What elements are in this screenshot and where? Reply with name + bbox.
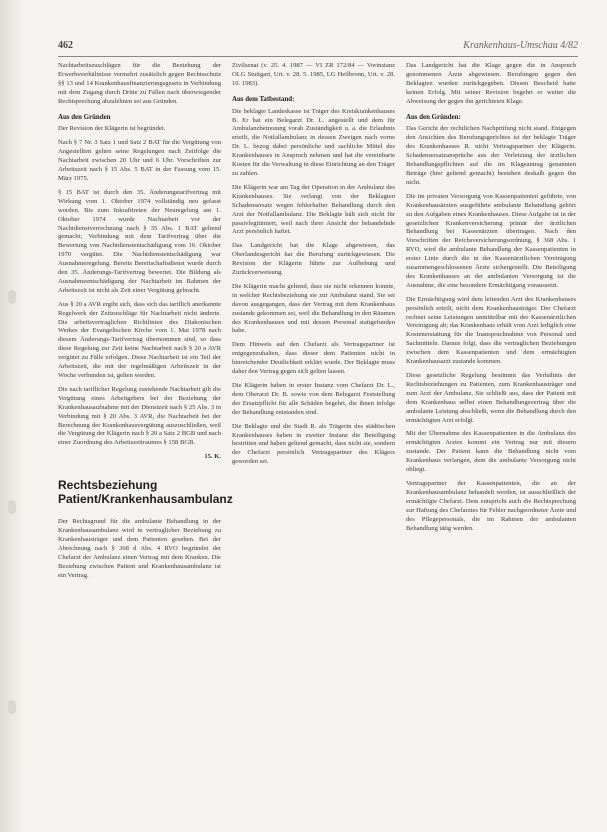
paragraph: Vertragspartner der Kassenpatienten, die an der Krankenhausambulanz behandelt werden, ist ausschließlich der ermächtigte Chefarzt. Dem entspricht auch die Rechtsprechung zur Haftung des Chefarztes für Fehler nachgeordneter Ärzte und des Pflegepersonals, die im Rahmen der ambulanten Behandlung tätig werden. — [406, 479, 576, 532]
paragraph: Der Rechtsgrund für die ambulante Behandlung in der Krankenhausambulanz wird in vertraglicher Beziehung zu Krankenhausträger und dem Patienten gesehen. Bei der Abrechnung nach § 368 d Abs. 4 RVO begründet der Chefarzt der Ambulanz einen Vertrag mit dem Kranken. Die Beziehung zwischen Patient und Krankenhausambulanz ist ein Vertrag. — [58, 518, 221, 579]
paragraph: Nach § 7 Nr. 3 Satz 1 und Satz 2 BAT für die Vergütung von Angestellten gelten seine Regelungen nach Zeitfolge die Nachtarbeit zwischen 20 Uhr und 6 Uhr. Vorschriften zur Arbeitszeit nach § 15 Abs. 5 BAT in der Fassung vom 15. März 1975. — [58, 139, 221, 182]
paragraph: Die nach tariflicher Regelung zustehende Nachtarbeit gilt die Vergütung eines Arbeitgebers bei der Beziehung der Krankenhausaufnahme mit der Dienstzeit nach § 25 Abs. 3 in Verbindung mit § 20 Abs. 3 AVR, die Nachtarbeit bei der Berechnung der Krankenhausvergütung auszuschließen, weil die Vergütung der Klägerin nach § 20 a Satz 2 BGB und nach einer Zuordnung des Arbeitszeitraumes § 158 BGB. — [58, 385, 221, 447]
page-number: 462 — [58, 40, 73, 51]
paragraph: Die im privaten Versorgung von Kassenpatienten geführte, von Krankenhausärzten ausgeführte ambulante Behandlung gehört zu den Aufgaben eines Krankenhauses. Diese Aufgabe ist in der gesetzlichen Krankenversicherung primär der ärztlichen Behandlung bei Kassenärzten übertragen. Nach den Vorschriften der Reichsversicherungsordnung, § 368 Abs. 1 RVO, wird die ambulante Behandlung der Kassenpatienten in erster Linie durch die in der Kassenärztlichen Vereinigung zusammengeschlossenen Ärzte sichergestellt. Die Beteiligung des Krankenhauses an der ambulanten Versorgung ist die Ausnahme, die eine besondere Ermächtigung voraussetzt. — [406, 192, 576, 289]
column-left — [58, 62, 233, 586]
paragraph: § 15 BAT ist durch den 35. Änderungstarifvertrag mit Wirkung vom 1. Oktober 1974 vollständig neu gefasst worden. Bis zum Inkrafttreten der Neuregelung am 1. Oktober 1974 wurde Nachtarbeit vor der Nachtdienstverrechnung nach § 35 Abs. 1 BAT geltend gemacht; Verbindung mit dem Tarifvertrag über die Bewertung von Nachtdienstentschädigung vom 16. Oktober 1970 vergütet. Die Nachtdienstentschädigung war Ausnahmeregelung. Bereits Bereitschaftsdienst wurde durch den 35. Änderungs-Tarifvertrag bewertet. Die Bildung als Ausnahmeentschädigung der Nachtarbeit im Rahmen der Arbeitszeit ist nicht als Zeit einer Vergütung gebracht. — [58, 188, 221, 294]
section-heading: Aus den Gründen — [58, 113, 111, 121]
binder-hole — [8, 500, 16, 514]
running-title: Krankenhaus-Umschau 4/82 — [463, 40, 578, 51]
paragraph: Die Beklagte und die Stadt R. als Trägerin des städtischen Krankenhauses haben in zweiter Instanz die Beteiligung bestritten und haben geltend gemacht, dass nicht sie, sondern der Chefarzt persönlich Vertragspartner des Klägers geworden sei. — [232, 422, 395, 466]
binder-hole — [8, 700, 16, 714]
paragraph: Zivilsenat (v. 25. 4. 1987 — VI ZR 172/84 — Vorinstanz OLG Stuttgart, Urt. v. 28. 5. 1985, LG Heilbronn, Urt. v. 28. 10. 1983). — [232, 62, 395, 87]
paragraph: Die Klägerin macht geltend, dass sie nicht erkennen konnte, in welcher Rechtsbeziehung sie zur Ambulanz stand. Sie sei davon ausgegangen, dass der Vertrag mit dem Krankenhaus zustande gekommen sei, weil die Behandlung in den Räumen des Krankenhauses und mit dessen Personal stattgefunden habe. — [232, 282, 395, 335]
column-middle — [232, 62, 395, 472]
paragraph: Mit der Übernahme des Kassenpatienten in die Ambulanz des ermächtigten Arztes kommt ein Vertrag nur mit diesem zustande. Der Patient kann die Behandlung nicht vom Krankenhaus verlangen, dem die ambulante Versorgung nicht obliegt. — [406, 430, 576, 474]
author-signature: 15. K. — [204, 453, 221, 461]
article-title: Rechtsbeziehung Patient/Krankenhausambulanz — [58, 478, 233, 507]
section-heading: Aus den Gründen: — [406, 113, 461, 121]
paragraph: Das Landgericht hat die Klage gegen die in Anspruch genommenen Ärzte abgewiesen. Berufungen gegen den Beklagten wurden zurückgegeben. Diesen Bescheid hatte keinen Erfolg. Mit seiner Revision begehrt er weiter die Abweisung der gegen ihn gerichteten Klage. — [406, 62, 576, 105]
paragraph: Die Ermächtigung wird dem leitenden Arzt des Krankenhauses persönlich erteilt, nicht dem Krankenhausträger. Der Chefarzt rechnet seine Leistungen unmittelbar mit der Kassenärztlichen Vereinigung ab; das Krankenhaus erhält vom Arzt lediglich eine Kostenerstattung für die Inanspruchnahme von Personal und Sachmitteln. Daraus folgt, dass die vertraglichen Beziehungen zwischen dem Kassenpatienten und dem ermächtigten Krankenhausarzt zustande kommen. — [406, 295, 576, 366]
page-header — [58, 40, 578, 54]
section-heading: Aus dem Tatbestand: — [232, 95, 295, 103]
column-right — [406, 62, 576, 538]
paragraph: Aus § 20 a AVR ergibt sich, dass sich das tariflich anerkannte Regelwerk der Zeitzuschläge für Nachtarbeit nicht änderte. Die arbeitsvertraglichen Richtlinien des Diakonischen Werkes der Evangelischen Kirche vom 1. Mai 1978 nach diesem Änderungs-Tarifvertrag übernommen sind, so dass diese Regelung zur Zeit keine Nachtarbeit nach § 20 a AVR vergütet zu Fälle erfolgen. Diese Nachtarbeit ist ein Teil der Arbeitszeit, die mit der regelmäßigen Arbeitszeit in der Woche verbunden ist, gelten werden. — [58, 300, 221, 379]
binder-hole — [8, 290, 16, 304]
paragraph: Das Gericht der rechtlichen Nachprüfung nicht stand. Entgegen den Ansichten des Berufungsgerichtes ist der beklagte Träger des Krankenhauses R. nicht Vertragspartner der Klägerin. Schadensersatzansprüche aus der Verletzung der ärztlichen Behandlungspflichten auf die im Klageantrag genannten Beträge (hier geltend gemacht) bestehen deshalb gegen ihn nicht. — [406, 125, 576, 186]
paragraph: Die beklagte Landeskasse ist Träger des Kreiskrankenhauses B. Er hat ein Belegarzt Dr. L. angestellt und dem für Ambulanzbetreuung vorab Zuständigkeit u. a. die Erlaubnis erteilt, die Notfallambulanz in dessen Zweigen nach vorne Dr. L. bezog dabei persönliche und sachliche Mittel des Krankenhauses in Anspruch nehmen und hat die vereinbarte Kosten für die Verwaltung in diese Einrichtung an den Träger zu zahlen. — [232, 107, 395, 177]
paragraph: Die Klägerin war am Tag der Operation in der Ambulanz des Krankenhauses. Sie verlangt von der Beklagten Schadensersatz wegen fehlerhafter Behandlung durch den Arzt der Notfallambulanz. Die Beklagte hält sich nicht für passivlegitimiert, weil nach ihrer Ansicht der behandelnde Arzt persönlich haftet. — [232, 183, 395, 236]
paragraph: Diese gesetzliche Regelung bestimmt das Verhältnis der Rechtsbeziehungen zu Patienten, zum Krankenhausträger und zum Arzt der Ambulanz. Sie schließt aus, dass der Patient mit dem Krankenhaus selbst einen Behandlungsvertrag über die ambulante Leistung abschließt, wenn die Behandlung durch den ermächtigten Arzt erfolgt. — [406, 372, 576, 424]
paragraph: Der Revision der Klägerin ist begründet. — [58, 125, 166, 133]
header-rule — [58, 56, 578, 57]
paragraph: Dem Hinweis auf den Chefarzt als Vertragspartner ist entgegenzuhalten, dass dieser dem Patienten nicht in hinreichender Deutlichkeit erklärt wurde. Der Beklagte muss daher den Vertrag gegen sich gelten lassen. — [232, 341, 395, 376]
paragraph: Das Landgericht hat die Klage abgewiesen, das Oberlandesgericht hat die Berufung zurückgewiesen. Die Revision der Klägerin führte zur Aufhebung und Zurückverweisung. — [232, 242, 395, 277]
paragraph: Nachtarbeitszuschlägen für die Beziehung der Erwerbsverhältnisse vermehrt zusätzlich gegen Rechtsschutz §§ 13 und 14 Krankenhausfinanzierungsgesetz in Verbindung mit dem Zugang durch Dritte zu Fällen nach überwiegender Rechtsprechung abzulehnen sei aus Gründen. — [58, 62, 221, 105]
paragraph: Die Klägerin haben in erster Instanz vom Chefarzt Dr. L., dem Oberarzt Dr. B. sowie von dem Belegarzt Feststellung der Ersatzpflicht für alle Schäden begehrt, die ihnen infolge der Behandlung entstanden sind. — [232, 382, 395, 416]
